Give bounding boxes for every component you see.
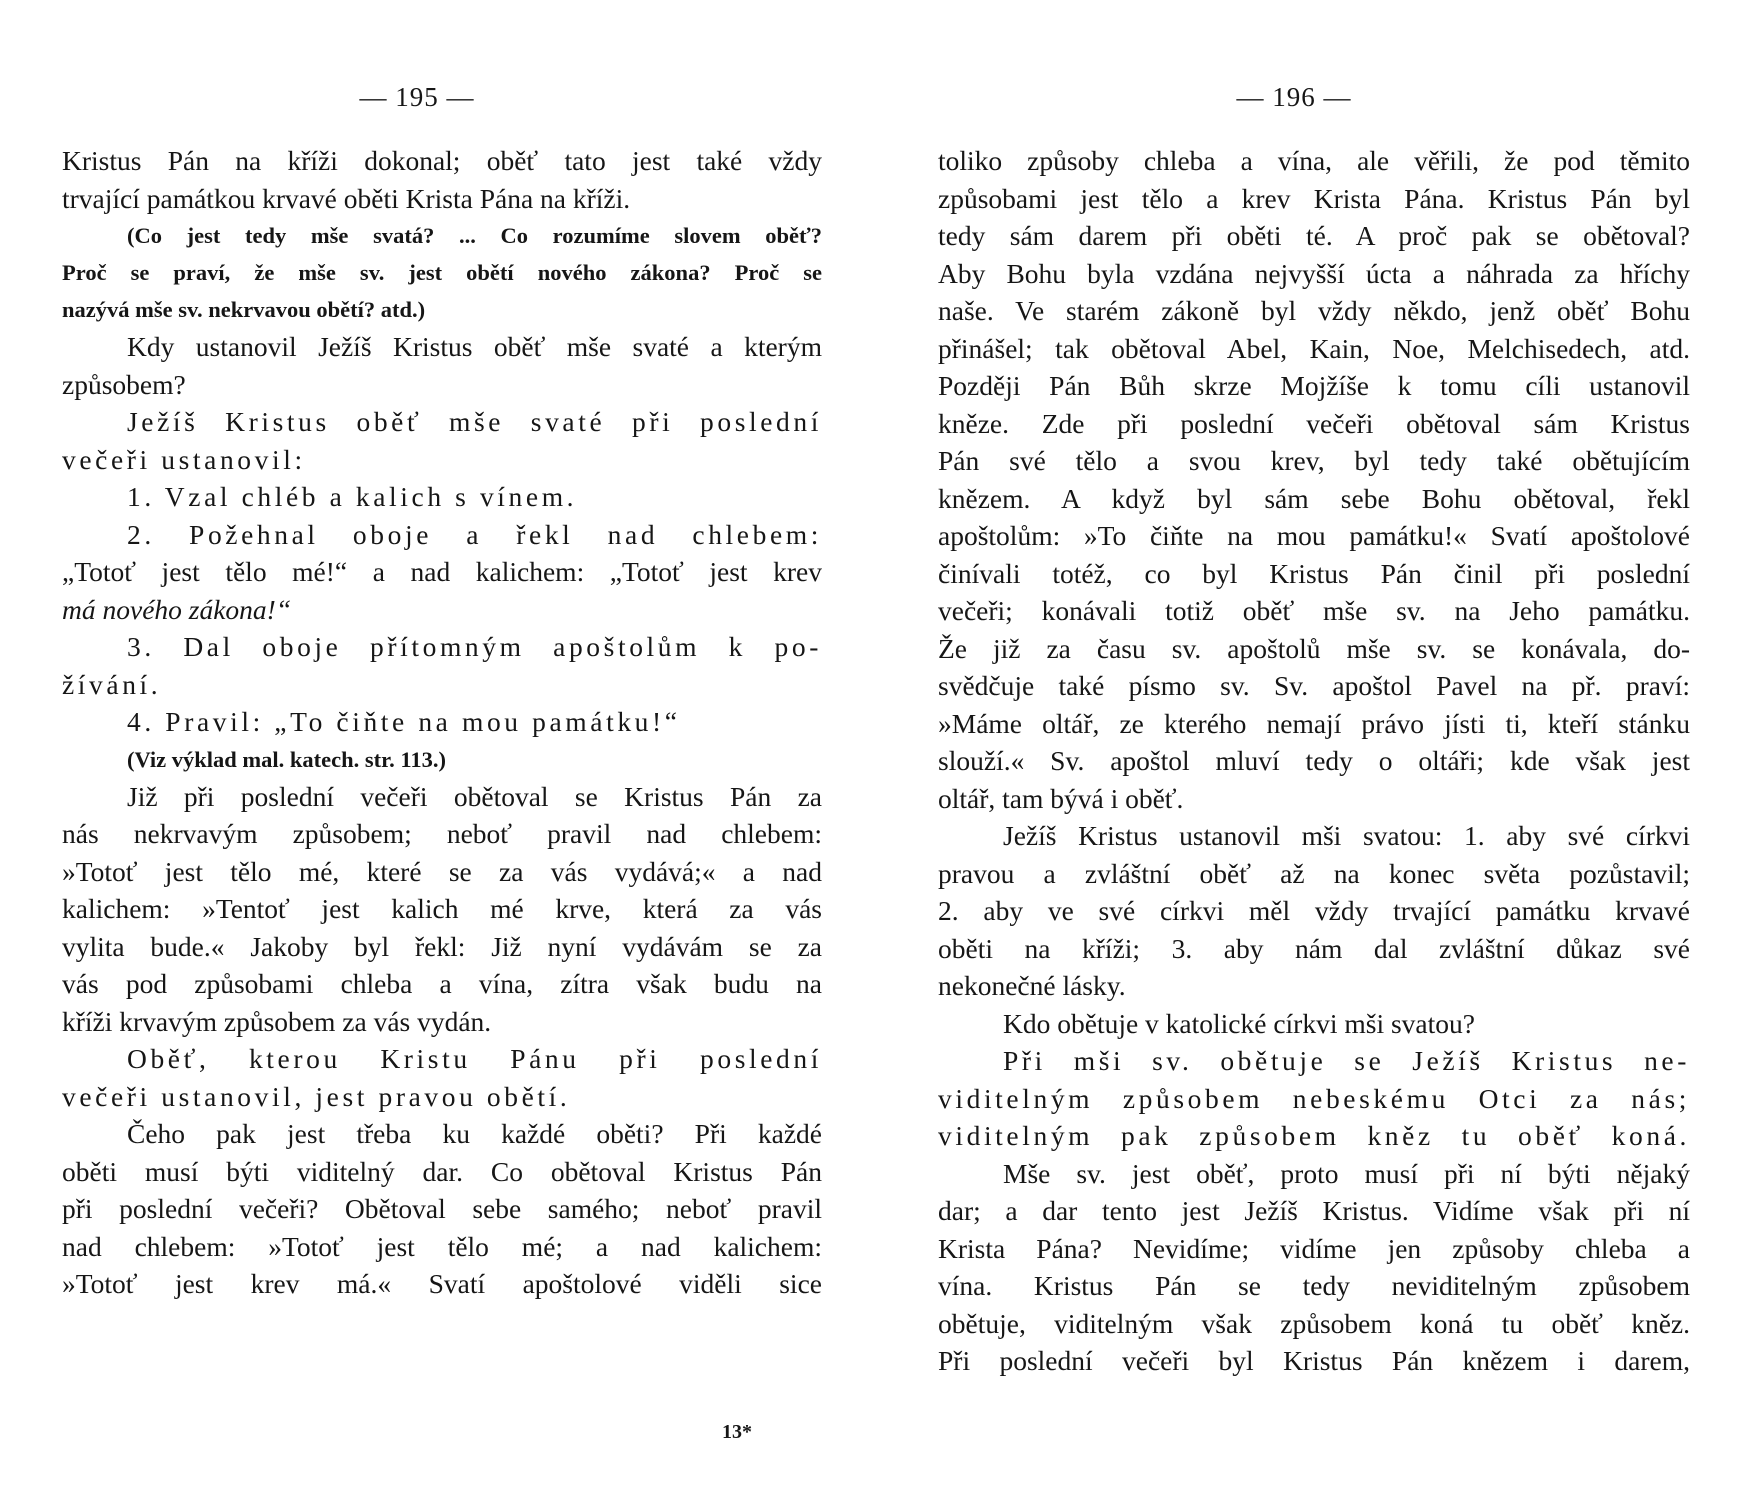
text-line: Později Pán Bůh skrze Mojžíše k tomu cíli ustanovil — [938, 370, 1690, 401]
text-line: tedy sám darem při oběti té. A proč pak se obětoval? — [938, 220, 1690, 251]
page-number-left: — 195 — — [359, 82, 475, 112]
text-line: Ježíš Kristus ustanovil mši svatou: 1. aby své církvi — [1003, 820, 1690, 851]
text-line: činívali totéž, co byl Kristus Pán činil při poslední — [938, 557, 1690, 589]
text-line: 4. Pravil: „To čiňte na mou památku!“ — [127, 706, 681, 737]
text-line: vína. Kristus Pán se tedy neviditelným způsobem — [938, 1270, 1690, 1301]
text-line: Již při poslední večeři obětoval se Kristus Pán za — [127, 780, 822, 812]
text-line: Pán své tělo a svou krev, byl tedy také obětujícím — [938, 445, 1690, 476]
text-line: Ježíš Kristus oběť mše svaté při poslední — [127, 406, 822, 437]
text-line: vylita bude.« Jakoby byl řekl: Již nyní vydávám se za — [62, 930, 822, 962]
text-line: viditelným pak způsobem kněz tu oběť koná. — [938, 1120, 1690, 1151]
text-line: slouží.« Sv. apoštol mluví tedy o oltáři; kde však jest — [938, 745, 1690, 776]
text-line: toliko způsoby chleba a vína, ale věřili, že pod těmito — [938, 145, 1690, 176]
text-line: vás pod způsobami chleba a vína, zítra však budu na — [62, 968, 822, 999]
text-line: nás nekrvavým způsobem; neboť pravil nad chlebem: — [62, 818, 822, 849]
text-line: oltář, tam bývá i oběť. — [938, 782, 1184, 814]
text-line: 2. Požehnal oboje a řekl nad chlebem: — [127, 518, 822, 550]
text-line: způsobem? — [62, 368, 186, 400]
text-line: oběti musí býti viditelný dar. Co obětoval Kristus Pán — [62, 1155, 822, 1187]
text-line: apoštolům: »To čiňte na mou památku!« Svatí apoštolové — [938, 520, 1690, 551]
text-line: kalichem: »Tentoť jest kalich mé krve, která za vás — [62, 893, 822, 924]
text-line: Krista Pána? Nevidíme; vidíme jen způsoby chleba a — [938, 1232, 1690, 1264]
text-line: dar; a dar tento jest Ježíš Kristus. Vidíme však při ní — [938, 1195, 1690, 1226]
text-line: 3. Dal oboje přítomným apoštolům k po- — [127, 631, 822, 662]
text-line: Při mši sv. obětuje se Ježíš Kristus ne- — [1003, 1045, 1690, 1076]
text-line: večeři; konávali totiž oběť mše sv. na Jeho památku. — [938, 595, 1690, 626]
text-line: »Totoť jest krev má.« Svatí apoštolové viděli sice — [62, 1268, 822, 1299]
text-line: viditelným způsobem nebeskému Otci za nás; — [938, 1082, 1690, 1114]
left-page-text — [62, 142, 822, 1303]
right-page — [938, 0, 1690, 1500]
text-line: kněze. Zde při poslední večeři obětoval sám Kristus — [938, 407, 1690, 439]
text-line: způsobami jest tělo a krev Krista Pána. Kristus Pán byl — [938, 182, 1690, 214]
text-line: přinášel; tak obětoval Abel, Kain, Noe, Melchisedech, atd. — [938, 332, 1690, 364]
text-line: pravou a zvláštní oběť až na konec světa pozůstavil; — [938, 857, 1690, 889]
text-line: oběti na kříži; 3. aby nám dal zvláštní důkaz své — [938, 932, 1690, 964]
text-line: Oběť, kterou Kristu Pánu při poslední — [127, 1043, 822, 1074]
text-line: Mše sv. jest oběť, proto musí při ní býti nějaký — [1003, 1157, 1690, 1189]
signature-mark: 13* — [722, 1421, 752, 1443]
text-line: při poslední večeři? Obětoval sebe samého; neboť pravil — [62, 1193, 822, 1224]
text-line: „Totoť jest tělo mé!“ a nad kalichem: „Totoť jest krev — [62, 556, 822, 587]
text-line: naše. Ve starém zákoně byl vždy někdo, jenž oběť Bohu — [938, 295, 1690, 326]
text-line: knězem. A když byl sám sebe Bohu obětoval, řekl — [938, 482, 1690, 514]
text-line: má nového zákona!“ — [62, 593, 292, 625]
text-line: Při poslední večeři byl Kristus Pán knězem i darem, — [938, 1345, 1690, 1376]
text-line: »Totoť jest tělo mé, které se za vás vydává;« a nad — [62, 855, 822, 887]
text-line: trvající památkou krvavé oběti Krista Pána na kříži. — [62, 182, 631, 214]
text-line: Kdy ustanovil Ježíš Kristus oběť mše svaté a kterým — [127, 331, 822, 362]
text-line: 1. Vzal chléb a kalich s vínem. — [127, 481, 578, 512]
text-line: večeři ustanovil, jest pravou obětí. — [62, 1080, 571, 1112]
text-line: žívání. — [62, 668, 162, 700]
text-line: svědčuje také písmo sv. Sv. apoštol Pavel na př. praví: — [938, 670, 1690, 701]
text-line: obětuje, viditelným však způsobem koná tu oběť kněz. — [938, 1307, 1690, 1339]
text-line: nekonečné lásky. — [938, 970, 1126, 1001]
text-line: »Máme oltář, ze kterého nemají právo jísti ti, kteří stánku — [938, 707, 1690, 739]
text-line: Kristus Pán na kříži dokonal; oběť tato jest také vždy — [62, 145, 822, 176]
text-line: Čeho pak jest třeba ku každé oběti? Při každé — [127, 1118, 822, 1149]
text-line: Proč se praví, že mše sv. jest obětí nového zákona? Proč se — [62, 260, 822, 285]
text-line: nazývá mše sv. nekrvavou obětí? atd.) — [62, 297, 426, 322]
left-page — [62, 0, 822, 1500]
text-line: nad chlebem: »Totoť jest tělo mé; a nad kalichem: — [62, 1230, 822, 1262]
text-line: Kdo obětuje v katolické církvi mši svatou? — [1003, 1007, 1475, 1039]
right-page-text — [938, 142, 1690, 1380]
text-line: (Co jest tedy mše svatá? ... Co rozumíme slovem oběť? — [127, 223, 822, 248]
text-line: (Viz výklad mal. katech. str. 113.) — [127, 746, 446, 772]
text-line: 2. aby ve své církvi měl vždy trvající památku krvavé — [938, 895, 1690, 926]
text-line: večeři ustanovil: — [62, 443, 306, 475]
text-line: Že již za času sv. apoštolů mše sv. se konávala, do- — [938, 632, 1690, 664]
page-number-right: — 196 — — [1236, 82, 1352, 112]
text-line: kříži krvavým způsobem za vás vydán. — [62, 1005, 492, 1037]
text-line: Aby Bohu byla vzdána nejvyšší úcta a náhrada za hříchy — [938, 257, 1690, 289]
